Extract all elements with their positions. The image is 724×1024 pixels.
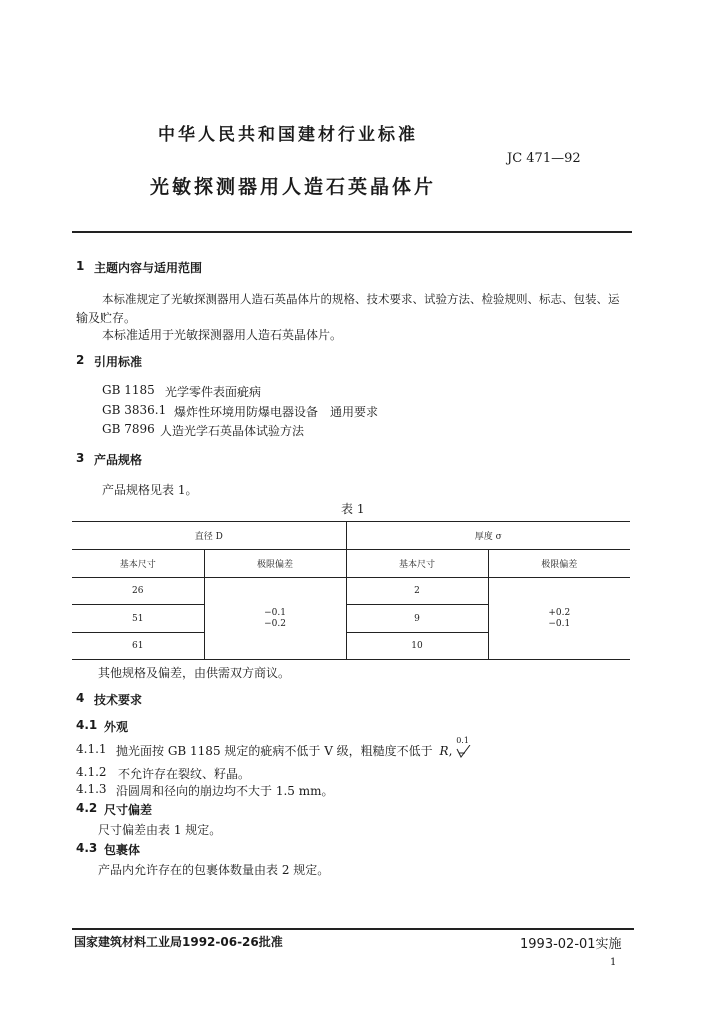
header-rule: [72, 231, 632, 233]
ref-code: GB 1185: [102, 383, 155, 397]
clause-4-1-3-number: 4.1.3: [76, 782, 107, 796]
spec-table: [72, 521, 630, 660]
diameter-group-header: 直径 D: [72, 522, 346, 550]
diameter-value: 61: [72, 633, 204, 660]
clause-4-1-2-text: 不允许存在裂纹、籽晶。: [118, 767, 251, 781]
section-4-number: 4: [76, 691, 85, 705]
clause-4-1-1-text: 抛光面按 GB 1185 规定的疵病不低于 V 级，粗糙度不低于 R, 0.1: [116, 742, 472, 759]
clause-4-1-2-number: 4.1.2: [76, 765, 107, 779]
page-number: 1: [610, 957, 617, 968]
diameter-base-header: 基本尺寸: [72, 550, 204, 578]
thickness-group-header: 厚度 σ: [474, 532, 502, 542]
clause-4-1-3-text: 沿圆周和径向的崩边均不大于 1.5 mm。: [116, 784, 334, 798]
section-2-title: 引用标准: [94, 355, 143, 369]
footer-rule: [72, 928, 634, 930]
section-4-2-number: 4.2: [76, 801, 98, 815]
diameter-tol-lower: −0.2: [264, 618, 286, 629]
clause-4-1-1-number: 4.1.1: [76, 742, 107, 756]
ref-name: 光学零件表面疵病: [165, 385, 262, 399]
section-4-title: 技术要求: [94, 693, 143, 707]
roughness-symbol-r: R: [439, 744, 449, 758]
roughness-check-icon: [456, 745, 472, 759]
thickness-tolerance: [488, 578, 630, 660]
ref-name: 爆炸性环境用防爆电器设备 通用要求: [174, 405, 379, 419]
ref-name: 人造光学石英晶体试验方法: [160, 424, 305, 438]
thickness-tol-lower: −0.1: [548, 618, 571, 629]
section-4-2-text: 尺寸偏差由表 1 规定。: [98, 823, 222, 837]
effective-date: 1993-02-01实施: [520, 937, 622, 952]
section-1-paragraph-1-cont: 输及贮存。: [76, 311, 137, 325]
section-4-3-text: 产品内允许存在的包裹体数量由表 2 规定。: [98, 863, 330, 877]
roughness-mark: [456, 735, 472, 759]
diameter-tolerance: [204, 578, 346, 660]
section-3-title: 产品规格: [94, 453, 143, 467]
section-2-number: 2: [76, 353, 85, 367]
section-3-intro: 产品规格见表 1。: [102, 483, 198, 497]
thickness-tol-upper: +0.2: [548, 607, 571, 618]
thickness-limit-header: 极限偏差: [541, 560, 578, 570]
approval-statement: 国家建筑材料工业局1992-06-26批准: [74, 935, 283, 949]
section-1-paragraph-1: 本标准规定了光敏探测器用人造石英晶体片的规格、技术要求、试验方法、检验规则、标志、包装、运: [102, 292, 620, 306]
section-4-3-number: 4.3: [76, 841, 98, 855]
section-4-3-title: 包裹体: [104, 843, 141, 857]
section-4-1-number: 4.1: [76, 718, 98, 732]
section-1-title: 主题内容与适用范围: [94, 261, 203, 275]
clause-4-1-1-body: 抛光面按 GB 1185 规定的疵病不低于 V 级，粗糙度不低于: [116, 744, 433, 758]
roughness-value: 0.1: [456, 735, 469, 745]
table-1-caption: 表 1: [341, 502, 365, 516]
ref-code: GB 3836.1: [102, 403, 167, 417]
thickness-value: 10: [346, 633, 488, 660]
issuing-body-title: 中华人民共和国建材行业标准: [158, 125, 418, 145]
section-1-number: 1: [76, 259, 85, 273]
thickness-value: 2: [346, 578, 488, 605]
section-4-1-title: 外观: [104, 720, 129, 734]
section-3-number: 3: [76, 451, 85, 465]
ref-code: GB 7896: [102, 422, 155, 436]
document-title: 光敏探测器用人造石英晶体片: [150, 176, 437, 198]
thickness-base-header: 基本尺寸: [346, 550, 488, 578]
thickness-value: 9: [346, 605, 488, 633]
table-1-note: 其他规格及偏差，由供需双方商议。: [98, 666, 291, 680]
section-4-2-title: 尺寸偏差: [104, 803, 153, 817]
diameter-limit-header: 极限偏差: [204, 550, 346, 578]
standard-code: JC 471—92: [507, 151, 581, 166]
diameter-tol-upper: −0.1: [264, 607, 286, 618]
diameter-value: 51: [72, 605, 204, 633]
section-1-paragraph-2: 本标准适用于光敏探测器用人造石英晶体片。: [102, 328, 343, 342]
diameter-value: 26: [72, 578, 204, 605]
